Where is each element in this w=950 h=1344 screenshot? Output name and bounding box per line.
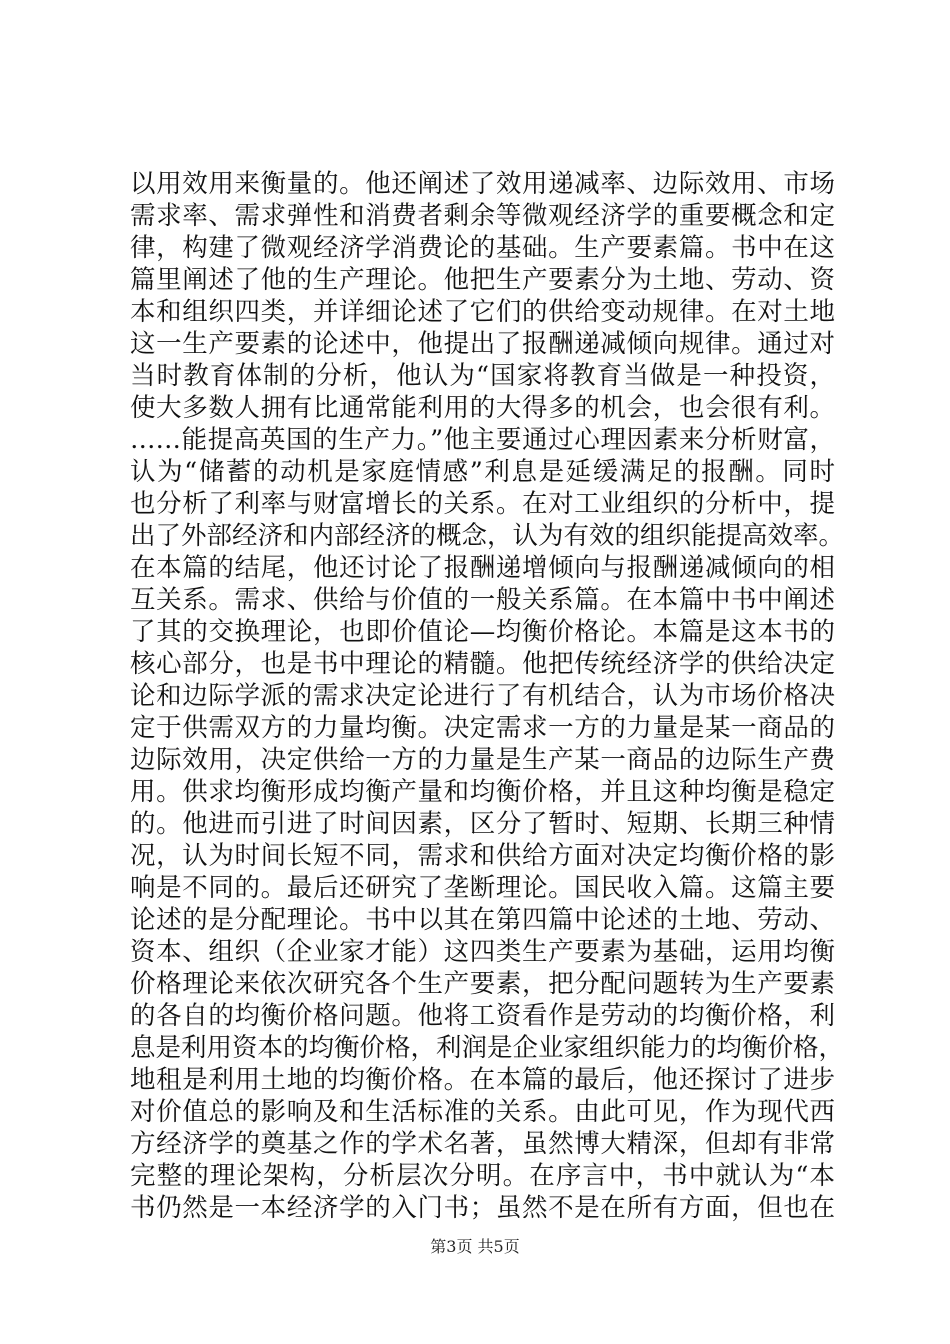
- text-line: 出了外部经济和内部经济的概念，认为有效的组织能提高效率。: [130, 521, 845, 551]
- text-line: 书仍然是一本经济学的入门书；虽然不是在所有方面，但也在: [130, 1193, 835, 1223]
- text-line: 边际效用，决定供给一方的力量是生产某一商品的边际生产费: [130, 745, 835, 775]
- text-line: 的。他进而引进了时间因素，区分了暂时、短期、长期三种情: [130, 809, 835, 839]
- text-line: 的各自的均衡价格问题。他将工资看作是劳动的均衡价格，利: [130, 1001, 835, 1031]
- page-number-footer: 第3页 共5页: [430, 1237, 520, 1256]
- body-paragraph: [130, 168, 845, 1224]
- text-line: 在本篇的结尾，他还讨论了报酬递增倾向与报酬递减倾向的相: [130, 553, 835, 583]
- text-line: 论和边际学派的需求决定论进行了有机结合，认为市场价格决: [130, 681, 835, 711]
- text-line: 完整的理论架构，分析层次分明。在序言中，书中就认为“本: [130, 1161, 835, 1191]
- text-line: 地租是利用土地的均衡价格。在本篇的最后，他还探讨了进步: [130, 1065, 835, 1095]
- text-line: 需求率、需求弹性和消费者剩余等微观经济学的重要概念和定: [130, 201, 835, 231]
- text-line: 认为“储蓄的动机是家庭情感”利息是延缓满足的报酬。同时: [130, 457, 835, 487]
- text-line: 况，认为时间长短不同，需求和供给方面对决定均衡价格的影: [130, 841, 835, 871]
- text-line: 互关系。需求、供给与价值的一般关系篇。在本篇中书中阐述: [130, 585, 835, 615]
- text-line: 使大多数人拥有比通常能利用的大得多的机会，也会很有利。: [130, 393, 835, 423]
- text-line: 本和组织四类，并详细论述了它们的供给变动规律。在对土地: [130, 297, 835, 327]
- text-line: 篇里阐述了他的生产理论。他把生产要素分为土地、劳动、资: [130, 265, 835, 295]
- text-line: 用。供求均衡形成均衡产量和均衡价格，并且这种均衡是稳定: [130, 777, 835, 807]
- text-line: 定于供需双方的力量均衡。决定需求一方的力量是某一商品的: [130, 713, 835, 743]
- text-line: 当时教育体制的分析，他认为“国家将教育当做是一种投资，: [130, 361, 835, 391]
- text-line: 也分析了利率与财富增长的关系。在对工业组织的分析中，提: [130, 489, 835, 519]
- text-line: 对价值总的影响及和生活标准的关系。由此可见，作为现代西: [130, 1097, 835, 1127]
- text-line: 方经济学的奠基之作的学术名著，虽然博大精深，但却有非常: [130, 1129, 835, 1159]
- text-line: 律，构建了微观经济学消费论的基础。生产要素篇。书中在这: [130, 233, 835, 263]
- text-line: 以用效用来衡量的。他还阐述了效用递减率、边际效用、市场: [130, 169, 835, 199]
- text-line: 核心部分，也是书中理论的精髓。他把传统经济学的供给决定: [130, 649, 835, 679]
- text-line: 论述的是分配理论。书中以其在第四篇中论述的土地、劳动、: [130, 905, 835, 935]
- text-line: 息是利用资本的均衡价格，利润是企业家组织能力的均衡价格，: [130, 1033, 845, 1063]
- text-line: 了其的交换理论，也即价值论—均衡价格论。本篇是这本书的: [130, 617, 835, 647]
- text-line: 响是不同的。最后还研究了垄断理论。国民收入篇。这篇主要: [130, 873, 835, 903]
- text-line: 价格理论来依次研究各个生产要素，把分配问题转为生产要素: [130, 969, 835, 999]
- text-line: ……能提高英国的生产力。”他主要通过心理因素来分析财富，: [130, 425, 835, 455]
- text-line: 这一生产要素的论述中，他提出了报酬递减倾向规律。通过对: [130, 329, 835, 359]
- text-line: 资本、组织（企业家才能）这四类生产要素为基础，运用均衡: [130, 937, 835, 967]
